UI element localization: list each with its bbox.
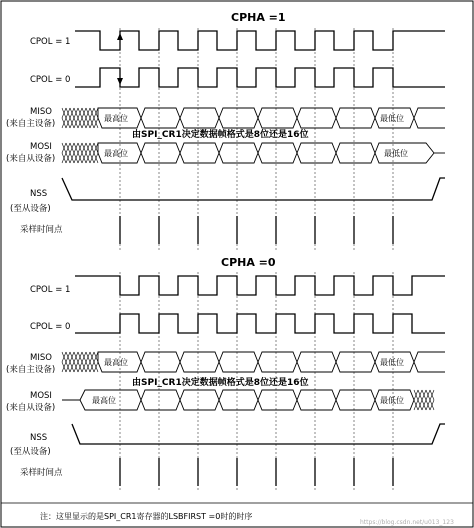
cpha0-sample-label: 采样时间点: [20, 468, 63, 478]
cpha1-cpol1-label: CPOL = 1: [30, 37, 71, 47]
cpha1-mosi-sublabel: (来自从设备): [6, 154, 56, 164]
cpha1-mosi-bus: [62, 143, 445, 163]
footer-note: 注：这里显示的是SPI_CR1寄存器的LSBFIRST =0时的时序: [40, 512, 253, 521]
cpha0-cpol1-label: CPOL = 1: [30, 285, 71, 295]
cpha0-mosi-sublabel: (来自从设备): [6, 403, 56, 413]
cpha0-sample-ticks: [120, 458, 393, 486]
cpha1-frame-note: 由SPI_CR1决定数据帧格式是8位还是16位: [132, 130, 309, 140]
cpha0-miso-bus: [62, 352, 445, 372]
cpha1-miso-label: MISO: [30, 107, 52, 117]
cpha0-mosi-label: MOSI: [30, 391, 52, 401]
cpha0-section: [6, 256, 445, 490]
cpha0-miso-first-bit: 最高位: [104, 358, 128, 367]
cpha0-cpol1-clock: [75, 276, 445, 295]
cpha1-mosi-label: MOSI: [30, 142, 52, 152]
cpha1-nss-label: NSS: [30, 189, 48, 199]
cpha1-cpol1-edge-arrow-icon: [117, 33, 123, 40]
cpha1-cpol0-edge-arrow-icon: [117, 78, 123, 85]
cpha1-nss-sublabel: (至从设备): [10, 204, 51, 214]
watermark: https://blog.csdn.net/u013_123: [360, 519, 454, 526]
cpha1-title: CPHA =1: [231, 11, 286, 24]
cpha0-miso-sublabel: (来自主设备): [6, 365, 56, 375]
cpha0-frame-note: 由SPI_CR1决定数据帧格式是8位还是16位: [132, 378, 309, 388]
cpha1-miso-first-bit: 最高位: [104, 114, 128, 123]
cpha0-cpol0-clock: [75, 314, 445, 333]
cpha0-cpol0-label: CPOL = 0: [30, 322, 71, 332]
cpha1-cpol1-clock: [75, 31, 445, 50]
cpha0-nss-signal: [72, 424, 445, 444]
cpha1-cpol0-label: CPOL = 0: [30, 75, 71, 85]
cpha0-miso-label: MISO: [30, 353, 52, 363]
cpha0-mosi-last-bit: 最低位: [380, 396, 404, 405]
cpha0-title: CPHA =0: [221, 256, 276, 269]
cpha0-miso-last-bit: 最低位: [380, 358, 404, 367]
cpha1-miso-last-bit: 最低位: [380, 114, 404, 123]
cpha1-sample-ticks: [120, 216, 393, 244]
cpha1-nss-signal: [62, 178, 445, 200]
cpha0-nss-label: NSS: [30, 433, 48, 443]
cpha0-nss-sublabel: (至从设备): [10, 447, 51, 457]
cpha0-mosi-first-bit: 最高位: [92, 396, 116, 405]
cpha1-mosi-last-bit: 最低位: [384, 149, 408, 158]
cpha0-mosi-bus: [62, 390, 434, 410]
cpha1-section: [6, 11, 445, 250]
cpha1-mosi-first-bit: 最高位: [104, 149, 128, 158]
cpha1-miso-sublabel: (来自主设备): [6, 119, 56, 129]
cpha1-cpol0-clock: [75, 68, 445, 87]
cpha1-miso-bus: [62, 108, 445, 128]
cpha1-sample-label: 采样时间点: [20, 225, 63, 235]
